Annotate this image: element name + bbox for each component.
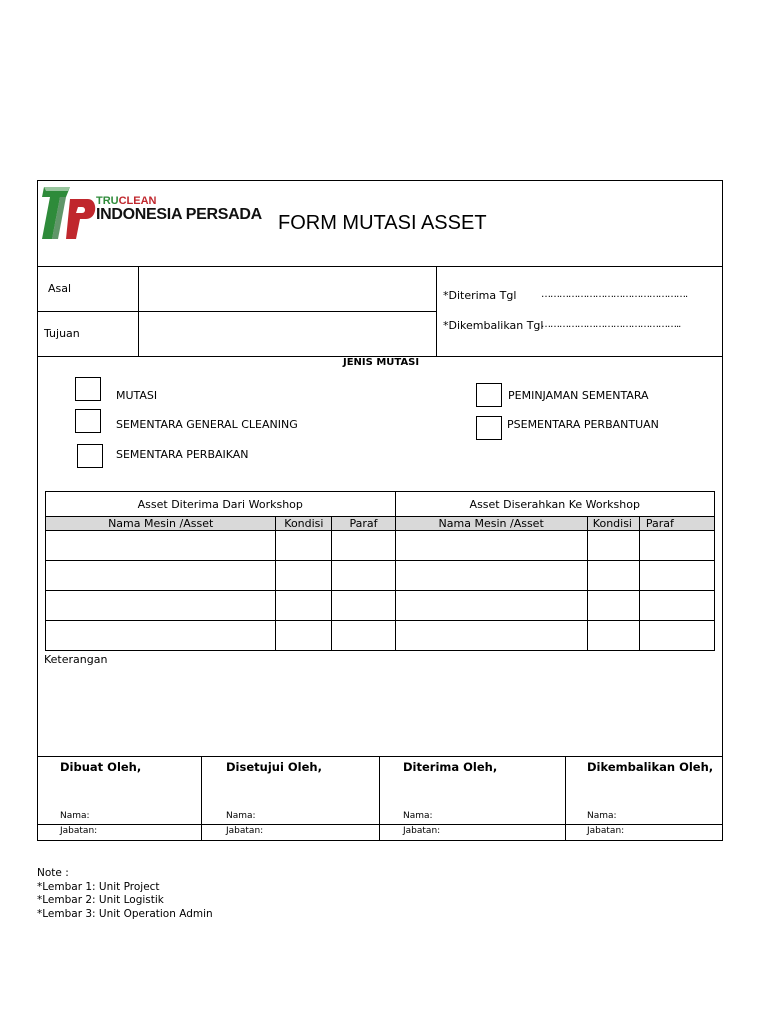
logo-company-name: INDONESIA PERSADA	[96, 206, 262, 223]
table-cell[interactable]	[332, 621, 395, 651]
col-nama-mesin-left: Nama Mesin /Asset	[46, 517, 276, 531]
table-row	[46, 531, 715, 561]
asal-input[interactable]	[139, 267, 435, 310]
company-logo	[40, 181, 262, 245]
signature-title: Dibuat Oleh,	[60, 760, 142, 774]
keterangan-label: Keterangan	[44, 653, 108, 666]
table-cell[interactable]	[332, 561, 395, 591]
checkbox-psementara-perbantuan[interactable]	[476, 416, 502, 440]
diterima-tgl-label: *Diterima Tgl	[443, 289, 517, 302]
signature-jabatan: Jabatan:	[226, 826, 264, 836]
table-cell[interactable]	[276, 531, 332, 561]
table-cell[interactable]	[46, 531, 276, 561]
dikembalikan-tgl-label: *Dikembalikan Tgl	[443, 319, 544, 332]
signature-title: Diterima Oleh,	[403, 760, 498, 774]
table-cell[interactable]	[395, 531, 587, 561]
col-paraf-right: Paraf	[639, 517, 714, 531]
form-title: FORM MUTASI ASSET	[278, 212, 487, 234]
table-cell[interactable]	[332, 531, 395, 561]
signature-nama: Nama:	[587, 811, 617, 821]
table-cell[interactable]	[639, 531, 714, 561]
option-mutasi: MUTASI	[116, 389, 158, 402]
checkbox-sementara-general-cleaning[interactable]	[75, 409, 101, 433]
table-cell[interactable]	[587, 561, 639, 591]
table-row	[46, 591, 715, 621]
col-kondisi-right: Kondisi	[587, 517, 639, 531]
signature-nama: Nama:	[403, 811, 433, 821]
col-paraf-left: Paraf	[332, 517, 395, 531]
logo-brand-suffix: CLEAN	[118, 195, 157, 207]
col-nama-mesin-right: Nama Mesin /Asset	[395, 517, 587, 531]
asset-table	[45, 491, 715, 651]
asset-diserahkan-header: Asset Diserahkan Ke Workshop	[395, 492, 714, 517]
signature-jabatan: Jabatan:	[60, 826, 98, 836]
checkbox-peminjaman-sementara[interactable]	[476, 383, 502, 407]
table-cell[interactable]	[276, 561, 332, 591]
note-line: *Lembar 1: Unit Project	[37, 880, 160, 893]
table-cell[interactable]	[46, 591, 276, 621]
table-cell[interactable]	[332, 591, 395, 621]
table-cell[interactable]	[276, 621, 332, 651]
table-cell[interactable]	[639, 591, 714, 621]
col-kondisi-left: Kondisi	[276, 517, 332, 531]
table-cell[interactable]	[587, 531, 639, 561]
jenis-mutasi-heading: JENIS MUTASI	[343, 357, 420, 368]
signature-title: Disetujui Oleh,	[226, 760, 322, 774]
signature-nama: Nama:	[226, 811, 256, 821]
tujuan-input[interactable]	[139, 312, 435, 355]
option-sementara-perbaikan: SEMENTARA PERBAIKAN	[116, 448, 249, 461]
checkbox-mutasi[interactable]	[75, 377, 101, 401]
table-row	[46, 621, 715, 651]
keterangan-input[interactable]	[44, 669, 716, 753]
option-peminjaman-sementara: PEMINJAMAN SEMENTARA	[508, 389, 649, 402]
note-line: *Lembar 3: Unit Operation Admin	[37, 907, 213, 920]
asset-diterima-header: Asset Diterima Dari Workshop	[46, 492, 396, 517]
signature-jabatan: Jabatan:	[403, 826, 441, 836]
option-psementara-perbantuan: PSEMENTARA PERBANTUAN	[507, 418, 659, 431]
asal-label: Asal	[48, 282, 72, 295]
table-cell[interactable]	[587, 621, 639, 651]
table-cell[interactable]	[587, 591, 639, 621]
table-cell[interactable]	[395, 561, 587, 591]
option-sementara-general-cleaning: SEMENTARA GENERAL CLEANING	[116, 418, 298, 431]
note-section	[37, 867, 213, 921]
table-cell[interactable]	[639, 561, 714, 591]
note-label: Note :	[37, 867, 69, 879]
form-container	[37, 180, 723, 841]
tp-logo-icon	[40, 181, 98, 245]
signature-nama: Nama:	[60, 811, 90, 821]
tujuan-label: Tujuan	[44, 327, 80, 340]
table-cell[interactable]	[276, 591, 332, 621]
table-row	[46, 561, 715, 591]
dikembalikan-tgl-field[interactable]: ………………………………………..	[541, 319, 681, 330]
diterima-tgl-field[interactable]: ………………………………………….	[541, 289, 688, 300]
signature-title: Dikembalikan Oleh,	[587, 760, 714, 774]
table-cell[interactable]	[46, 561, 276, 591]
table-cell[interactable]	[639, 621, 714, 651]
table-cell[interactable]	[46, 621, 276, 651]
logo-brand-prefix: TRU	[96, 195, 119, 207]
note-line: *Lembar 2: Unit Logistik	[37, 894, 164, 906]
table-cell[interactable]	[395, 621, 587, 651]
checkbox-sementara-perbaikan[interactable]	[77, 444, 103, 468]
table-cell[interactable]	[395, 591, 587, 621]
signature-jabatan: Jabatan:	[587, 826, 625, 836]
